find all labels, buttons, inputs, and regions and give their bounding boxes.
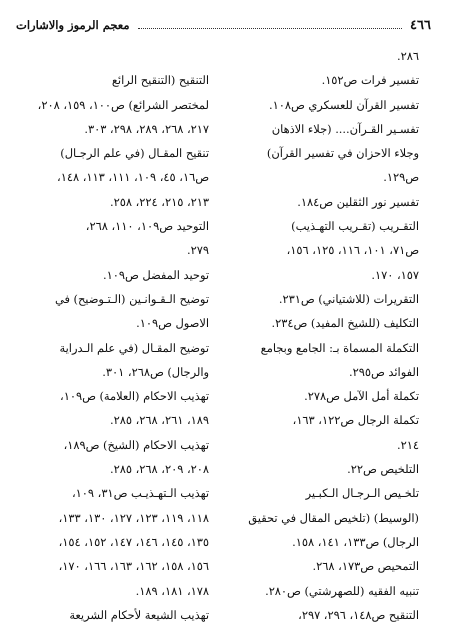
index-entry-line: التنقيح (التنقيح الرائع [111, 73, 209, 88]
index-entry-line: تنقيح المقـال (في علم الرجـال) [60, 146, 209, 161]
index-entry-line: ١٨٩، ٢٦١، ٢٦٨، ٢٨٥. [110, 413, 209, 428]
index-entry-line: الاصول ص١٠٩. [136, 316, 209, 331]
index-entry-line: ١٣٥، ١٤٥، ١٤٦، ١٤٧، ١٥٢، ١٥٤، [58, 534, 209, 549]
index-entry-line: ٢٠٨، ٢٠٩، ٢٦٨، ٢٨٥. [110, 462, 209, 477]
index-entry-line: توضيح الـقـوانـين (الـتـوضيح) في [54, 291, 209, 306]
index-entry-line: التكليف (للشيخ المفيد) ص٢٣٤. [271, 316, 419, 331]
index-entry-line: تفسير القرآن للعسكري ص١٠٨. [268, 97, 419, 112]
index-entry-line: توحيد المفضل ص١٠٩. [103, 267, 209, 282]
index-entry-line: ص١٦، ٤٥، ١٠٩، ١١١، ١١٣، ١٤٨، [57, 170, 209, 185]
index-entry-line: تلخـيص الـرجـال الـكبـير [305, 486, 419, 501]
index-entry-line: تهذيب الاحكام (العلامة) ص١٠٩، [60, 389, 209, 404]
index-entry-line: ٢٨٦. [397, 49, 419, 63]
index-entry-line: ١١٨، ١١٩، ١٢٣، ١٢٧، ١٣٠، ١٣٣، [58, 510, 209, 525]
index-entry-line: التكملة المسماة بـ: الجامع وبجامع [260, 340, 419, 355]
index-entry-line: تهذيب الـتهـذيـب ص٣١، ١٠٩، [71, 486, 209, 501]
index-entry-line: ٢١٣، ٢١٥، ٢٢٤، ٢٥٨. [110, 194, 209, 209]
index-entry-line: ١٥٦، ١٥٨، ١٦٢، ١٦٣، ١٦٦، ١٧٠، [58, 559, 209, 574]
index-entry-line: التلخيص ص٢٢. [347, 462, 419, 477]
index-entry-line: التوحيد ص١٠٩، ١١٠، ٢٦٨، [85, 219, 209, 234]
index-entry-line [14, 44, 209, 68]
index-entry-line: ٢٧٩. [187, 243, 209, 258]
left-column [14, 44, 209, 627]
page-header [16, 14, 431, 36]
index-entry-line: تنبيه الفقيه (للصهرشتي) ص٢٨٠. [265, 583, 419, 598]
index-entry-line: توضيح المقـال (في علم الـدراية [59, 340, 209, 355]
index-entry-line: تفسير فرات ص١٥٢. [321, 73, 419, 88]
page-number: ٤٦٦ [410, 17, 431, 33]
index-entry-line: الفوائد ص٢٩٥. [349, 364, 419, 379]
index-entry-line: ٢١٤. [397, 437, 419, 452]
index-entry-line: ص٧١، ١٠١، ١١٦، ١٢٥، ١٥٦، [286, 243, 419, 258]
index-entry-line: تكملة الرجال ص١٢٢، ١٦٣، [292, 413, 419, 428]
index-entry-line: ١٥٧، ١٧٠. [371, 267, 419, 282]
index-entry-line: لمختصر الشرائع) ص١٠٠، ١٥٩، ٢٠٨، [37, 97, 209, 112]
index-entry-line: الرجال) ص١٣٣، ١٤١، ١٥٨. [292, 534, 419, 549]
index-entry-line: تكملة أمل الآمل ص٢٧٨. [304, 389, 419, 404]
index-entry-line: ٢١٧، ٢٦٨، ٢٨٩، ٢٩٨، ٣٠٣. [84, 121, 209, 136]
index-entry-line: وجلاء الاحزان في تفسير القرآن) [266, 146, 419, 161]
right-column [224, 44, 419, 627]
index-entry-line: تفسير نور الثقلين ص١٨٤. [297, 194, 419, 209]
index-entry-line: ص١٢٩. [383, 170, 419, 185]
index-entry-line: ١٧٨، ١٨١، ١٨٩. [135, 583, 209, 598]
index-entry-line: تهذيب الشيعة لأحكام الشريعة [69, 607, 209, 622]
index-entry-line: التقـريب (تقـريب التهـذيب) [291, 219, 419, 234]
running-title: معجم الرموز والاشارات [16, 18, 130, 32]
index-entry-line: تفسـير القـرآن.... (جلاء الاذهان [271, 121, 419, 136]
index-entry-line: التنقيح ص١٤٨، ٢٩٦، ٢٩٧، [298, 607, 419, 622]
index-entry-line: التمحيص ص١٧٣، ٢٦٨. [312, 559, 419, 574]
index-entry-line: والرجال) ص٢٦٨، ٣٠١. [102, 364, 209, 379]
index-entry-line: تهذيب الاحكام (الشيخ) ص١٨٩، [63, 437, 209, 452]
index-entry-line: (الوسيط) (تلخيص المقال في تحقيق [248, 510, 419, 525]
index-entry-line: التقريرات (للاشتياني) ص٢٣١. [278, 291, 419, 306]
header-dotted-rule [138, 28, 403, 29]
